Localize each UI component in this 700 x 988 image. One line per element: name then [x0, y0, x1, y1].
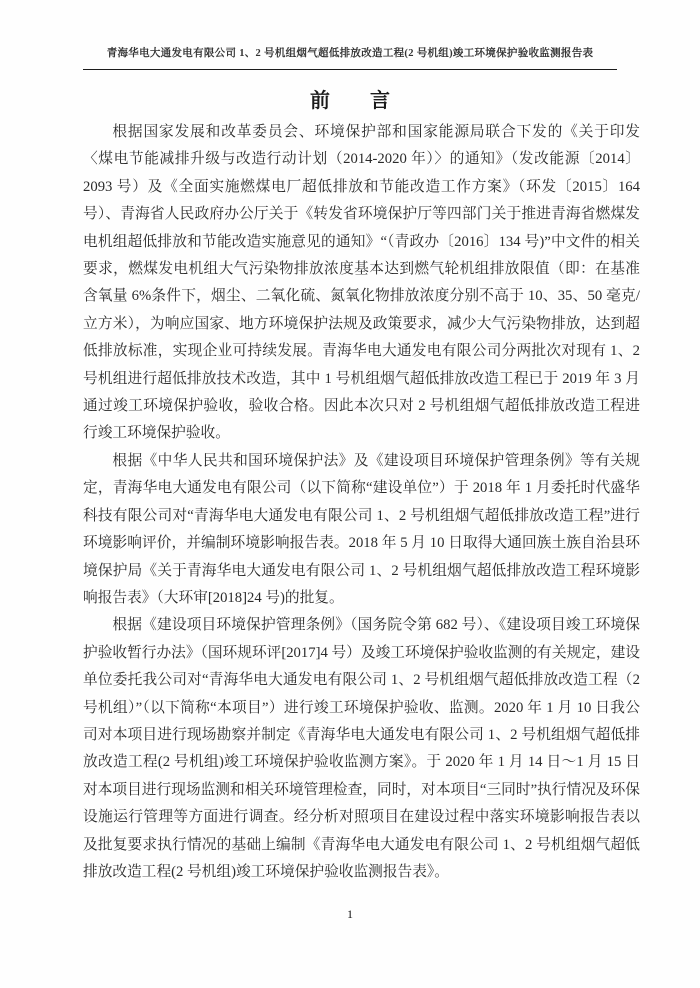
document-body — [83, 119, 640, 886]
running-header: 青海华电大通发电有限公司 1、2 号机组烟气超低排放改造工程(2 号机组)竣工环境保护验收监测报告表 — [106, 48, 594, 59]
page-number: 1 — [347, 907, 353, 921]
paragraph-2: 根据《中华人民共和国环境保护法》及《建设项目环境保护管理条例》等有关规定，青海华电大通发电有限公司（以下简称“建设单位”）于 2018 年 1 月委托时代盛华科技有限公司对“青海华电大通发电有限公司 1、2 号机组烟气超低排放改造工程”进行环境影响评价，并编制环境影响报告表。2018 年 5 月 10 日取得大通回族土族自治县环境保护局《关于青海华电大通发电有限公司 1、2 号机组烟气超低排放改造工程环境影响报告表》（大环审[2018]24 号)的批复。 — [83, 452, 640, 606]
header-divider — [83, 69, 617, 70]
paragraph-3: 根据《建设项目环境保护管理条例》（国务院令第 682 号）、《建设项目竣工环境保护验收暂行办法》（国环规环评[2017]4 号）及竣工环境保护验收监测的有关规定，建设单位委托我公司对“青海华电大通发电有限公司 1、2 号机组烟气超低排放改造工程（2 号机组）”（以下简称“本项目”）进行竣工环境保护验收、监测。2020 年 1 月 10 日我公司对本项目进行现场勘察并制定《青海华电大通发电有限公司 1、2 号机组烟气超低排放改造工程(2 号机组)竣工环境保护验收监测方案》。于 2020 年 1 月 14 日～1 月 15 日对本项目进行现场监测和相关环境管理检查，同时，对本项目“三同时”执行情况及环保设施运行管理等方面进行调查。经分析对照项目在建设过程中落实环境影响报告表以及批复要求执行情况的基础上编制《青海华电大通发电有限公司 1、2 号机组烟气超低排放改造工程(2 号机组)竣工环境保护验收监测报告表》。 — [83, 617, 640, 880]
paragraph-1: 根据国家发展和改革委员会、环境保护部和国家能源局联合下发的《关于印发〈煤电节能减排升级与改造行动计划（2014-2020 年）〉的通知》（发改能源〔2014〕2093 号）及《全面实施燃煤电厂超低排放和节能改造工作方案》（环发〔2015〕164 号）、青海省人民政府办公厅关于《转发省环境保护厅等四部门关于推进青海省燃煤发电机组超低排放和节能改造实施意见的通知》“（青政办〔2016〕134 号)”中文件的相关要求，燃煤发电机组大气污染物排放浓度基本达到燃气轮机组排放限值（即：在基准含氧量 6%条件下，烟尘、二氧化硫、氮氧化物排放浓度分别不高于 10、35、50 毫克/立方米），为响应国家、地方环境保护法规及政策要求，减少大气污染物排放，达到超低排放标准，实现企业可持续发展。青海华电大通发电有限公司分两批次对现有 1、2 号机组进行超低排放技术改造，其中 1 号机组烟气超低排放改造工程已于 2019 年 3 月通过竣工环境保护验收，验收合格。因此本次只对 2 号机组烟气超低排放改造工程进行竣工环境保护验收。 — [83, 124, 640, 442]
page-title: 前 言 — [310, 90, 390, 112]
